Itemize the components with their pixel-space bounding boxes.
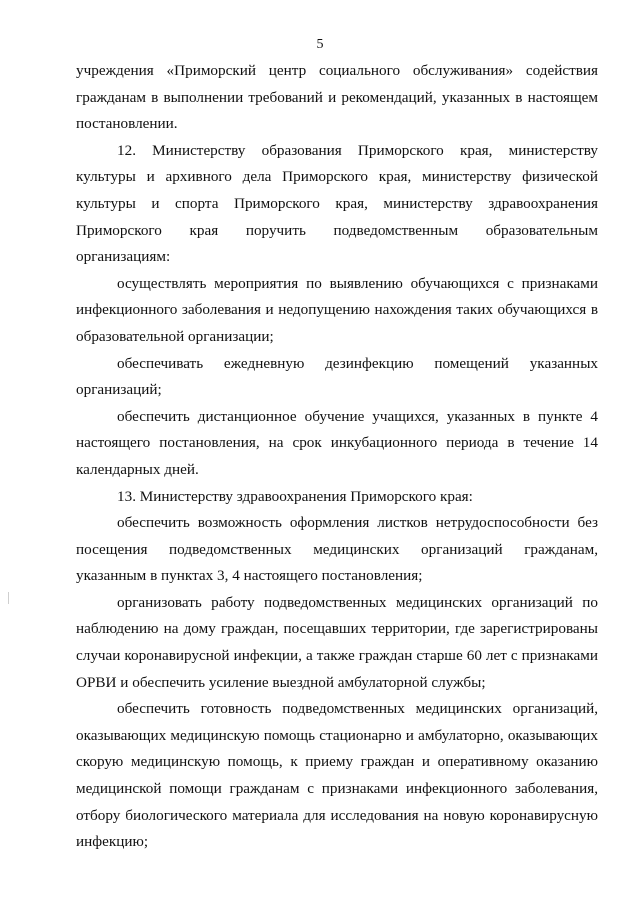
paragraph-subitem-sick-leave: обеспечить возможность оформления листков нетрудоспособности без посещения подведомственных медицинских организаций гражданам, указанным в пунктах 3, 4 настоящего постановления; (76, 514, 598, 585)
paragraph-subitem-home-monitoring: организовать работу подведомственных медицинских организаций по наблюдению на дому граждан, посещавших территории, где зарегистрированы случаи коронавирусной инфекции, а также граждан старше 60 лет с признаками ОРВИ и обеспечить усиление выездной амбулаторной службы; (76, 593, 598, 691)
paragraph-item-13: 13. Министерству здравоохранения Приморского края: (117, 487, 473, 505)
paragraph-subitem-remote-learning: обеспечить дистанционное обучение учащихся, указанных в пункте 4 настоящего постановления, на срок инкубационного периода в течение 14 календарных дней. (76, 407, 598, 478)
document-body (76, 58, 598, 856)
scan-margin-mark (8, 592, 9, 604)
paragraph-subitem-disinfection: обеспечивать ежедневную дезинфекцию помещений указанных организаций; (76, 354, 598, 399)
paragraph-subitem-readiness: обеспечить готовность подведомственных медицинских организаций, оказывающих медицинскую помощь стационарно и амбулаторно, оказывающих скорую медицинскую помощь, к приему граждан и оперативному оказанию медицинской помощи гражданам с признаками инфекционного заболевания, отбору биологического материала для исследования на новую коронавирусную инфекцию; (76, 700, 598, 851)
paragraph-item-12: 12. Министерству образования Приморского края, министерству культуры и архивного дела Приморского края, министерству физической культуры и спорта Приморского края, министерству здравоохранения Приморского края поручить подведомственным образовательным организациям: (76, 141, 598, 266)
page-number: 5 (316, 37, 324, 52)
paragraph-continuation: учреждения «Приморский центр социального обслуживания» содействия гражданам в выполнении требований и рекомендаций, указанных в настоящем постановлении. (76, 62, 598, 133)
paragraph-subitem-detection: осуществлять мероприятия по выявлению обучающихся с признаками инфекционного заболевания и недопущению нахождения таких обучающихся в образовательной организации; (76, 274, 598, 345)
